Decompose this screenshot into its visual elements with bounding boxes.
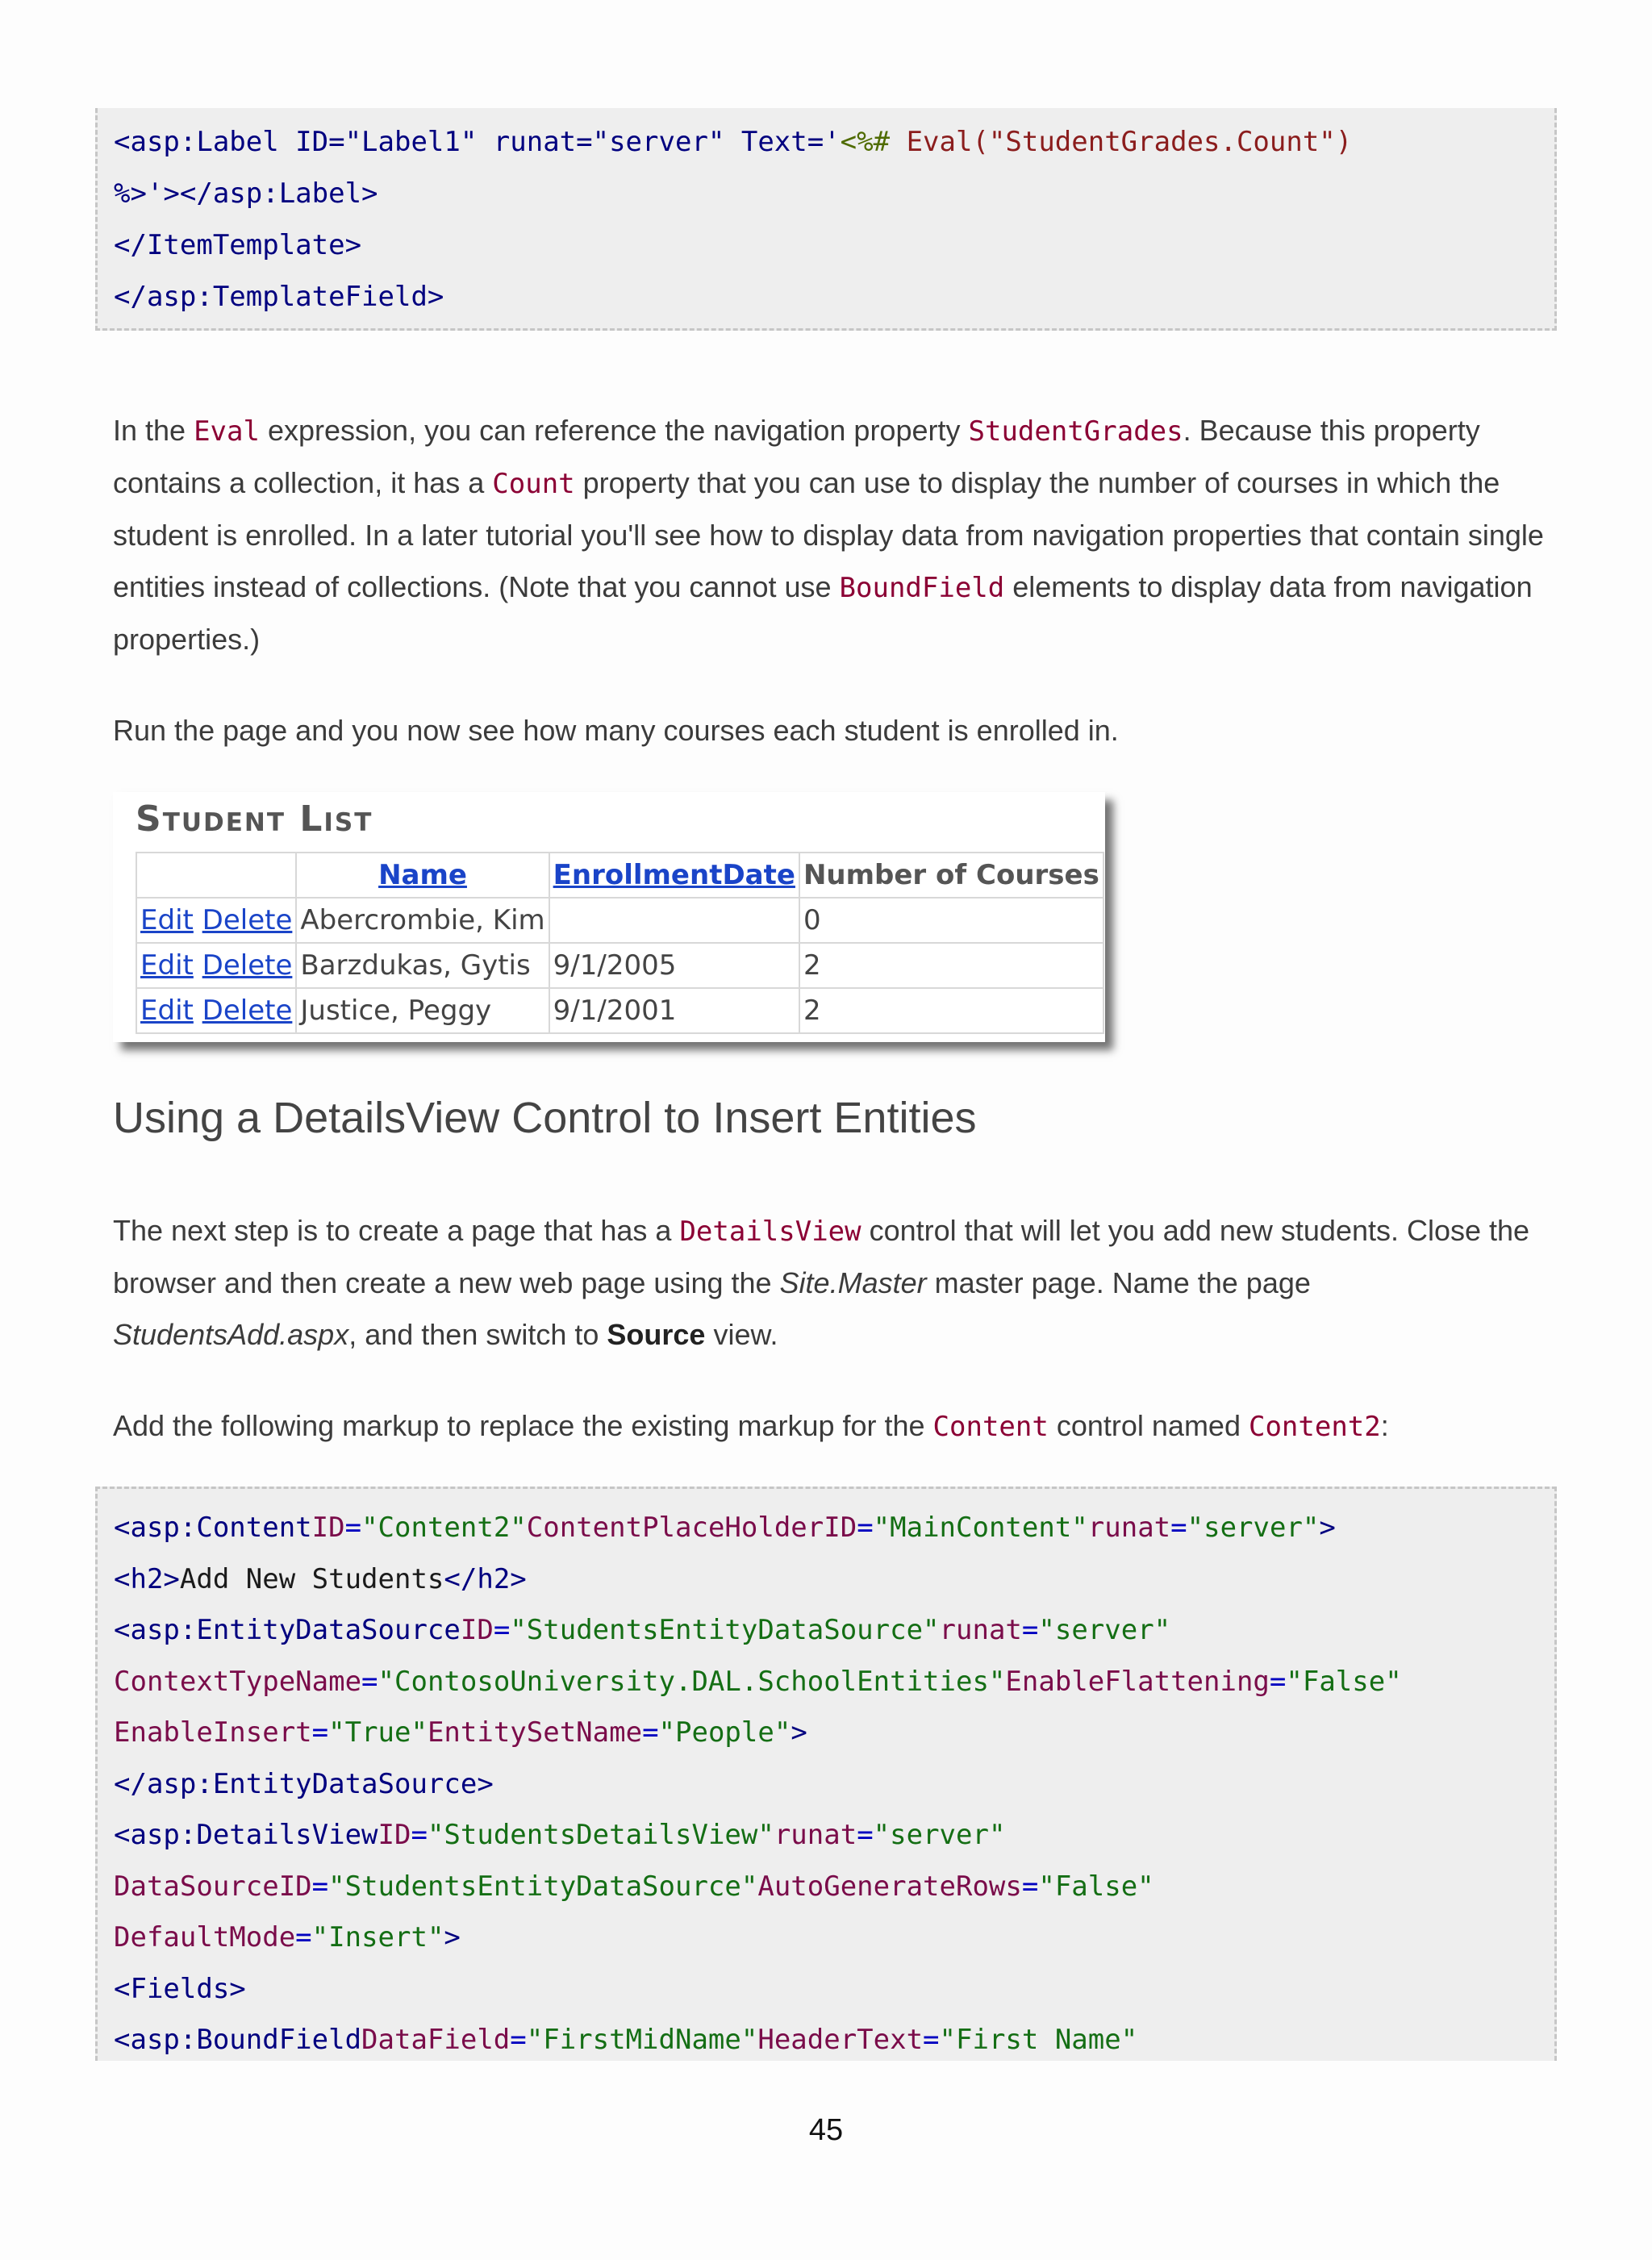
code-token: ID	[378, 1819, 411, 1851]
code-token: =	[311, 1716, 329, 1749]
paragraph-eval-explanation	[113, 405, 1549, 665]
header-cell-enrollment-date[interactable]	[549, 853, 799, 898]
edit-link[interactable]: Edit	[140, 994, 194, 1027]
code-token: "False"	[1286, 1666, 1402, 1698]
code-token: =	[295, 1921, 312, 1954]
code-token: "server"	[1038, 1614, 1171, 1646]
text: property that you can use to display the number of courses in which the student is enrolled. In a later tutorial you'll see how to display data from navigation properties that contain single entities instead of collections. (Note that you cannot use	[113, 466, 1544, 603]
name-cell: Abercrombie, Kim	[296, 898, 549, 943]
delete-link[interactable]: Delete	[202, 949, 293, 982]
code-token: =	[923, 2024, 940, 2056]
code-block-top	[95, 108, 1557, 331]
code-token: "server"	[1187, 1512, 1320, 1544]
code-token: <asp:DetailsView	[114, 1819, 378, 1851]
code-token: </h2>	[444, 1563, 527, 1595]
date-cell: 9/1/2001	[549, 988, 799, 1033]
code-token: Eval("StudentGrades.Count")	[890, 126, 1353, 158]
student-list-screenshot	[113, 792, 1105, 1042]
code-line	[114, 1715, 807, 1750]
code-token: ContextTypeName	[114, 1666, 362, 1698]
code-token: DataSourceID	[114, 1870, 312, 1903]
code-token: =	[1269, 1666, 1287, 1698]
code-token: runat	[1087, 1512, 1171, 1544]
code-token: <%#	[840, 126, 891, 158]
actions-cell	[136, 943, 296, 988]
student-table	[136, 852, 1104, 1034]
code-token: DataField	[361, 2024, 511, 2056]
code-token: </asp:EntityDataSource>	[114, 1768, 494, 1800]
code-token: Add New Students	[179, 1563, 444, 1595]
code-token: DefaultMode	[114, 1921, 296, 1954]
code-token: <h2>	[114, 1563, 180, 1595]
emphasis-text: StudentsAdd.aspx	[113, 1318, 349, 1351]
code-token: =	[411, 1819, 428, 1851]
figure-title: Student List	[136, 799, 373, 840]
code-token: runat	[939, 1614, 1022, 1646]
edit-link[interactable]: Edit	[140, 949, 194, 982]
date-cell: 9/1/2005	[549, 943, 799, 988]
header-cell-actions	[136, 853, 296, 898]
code-line	[114, 1766, 494, 1802]
courses-cell: 2	[799, 943, 1103, 988]
table-row	[136, 943, 1103, 988]
code-line	[114, 279, 444, 315]
code-token: ></asp:Label>	[163, 177, 378, 210]
code-line	[114, 2022, 1137, 2058]
code-token: "Insert"	[311, 1921, 444, 1954]
code-line	[114, 1869, 1154, 1904]
code-token: <asp:Content	[114, 1512, 312, 1544]
table-header-row	[136, 853, 1103, 898]
paragraph-next-step	[113, 1205, 1549, 1361]
code-token: "ContosoUniversity.DAL.SchoolEntities"	[378, 1666, 1006, 1698]
code-token: =	[510, 2024, 527, 2056]
emphasis-text: Site.Master	[779, 1266, 927, 1299]
inline-code: StudentGrades	[968, 415, 1183, 448]
header-cell-name[interactable]	[296, 853, 549, 898]
code-line	[114, 1510, 1336, 1545]
inline-code: BoundField	[839, 572, 1005, 604]
sort-enrollment-date-link[interactable]: EnrollmentDate	[553, 859, 795, 891]
inline-code: Content	[932, 1411, 1049, 1443]
code-token: ContentPlaceHolderID	[526, 1512, 857, 1544]
code-token: AutoGenerateRows	[757, 1870, 1022, 1903]
text: Add the following markup to replace the existing markup for the	[113, 1409, 933, 1442]
code-line	[114, 124, 1352, 160]
name-cell: Barzdukas, Gytis	[296, 943, 549, 988]
code-token: =	[344, 1512, 362, 1544]
code-token: runat	[774, 1819, 857, 1851]
inline-code: Count	[492, 468, 575, 500]
code-token: "StudentsDetailsView"	[427, 1819, 774, 1851]
text: :	[1380, 1409, 1389, 1442]
table-row	[136, 988, 1103, 1033]
code-token: "StudentsEntityDataSource"	[328, 1870, 758, 1903]
code-token: =	[1021, 1870, 1039, 1903]
code-token: =	[1021, 1614, 1039, 1646]
code-line	[114, 1817, 1005, 1853]
code-token: "Content2"	[361, 1512, 527, 1544]
text: control named	[1048, 1409, 1249, 1442]
code-token: <asp:BoundField	[114, 2024, 362, 2056]
code-token: "True"	[328, 1716, 428, 1749]
name-cell: Justice, Peggy	[296, 988, 549, 1033]
code-token: >	[444, 1921, 461, 1954]
text: expression, you can reference the navigation property	[259, 414, 969, 447]
code-token: ID	[460, 1614, 494, 1646]
text: The next step is to create a page that has a	[113, 1214, 680, 1247]
code-token: =	[642, 1716, 659, 1749]
code-line	[114, 176, 378, 211]
delete-link[interactable]: Delete	[202, 994, 293, 1027]
code-token: </asp:TemplateField>	[114, 281, 444, 313]
actions-cell	[136, 988, 296, 1033]
bold-text: Source	[607, 1318, 706, 1351]
code-token: =	[311, 1870, 329, 1903]
paragraph-add-markup	[113, 1400, 1549, 1453]
code-token: HeaderText	[757, 2024, 924, 2056]
header-cell-number-of-courses: Number of Courses	[799, 853, 1103, 898]
code-block-bottom	[95, 1487, 1557, 2061]
code-line	[114, 1664, 1402, 1699]
paragraph-run-page: Run the page and you now see how many courses each student is enrolled in.	[113, 714, 1119, 747]
code-token: <Fields>	[114, 1973, 246, 2005]
code-line	[114, 1562, 527, 1597]
code-token: EnableInsert	[114, 1716, 312, 1749]
code-token: =	[857, 1512, 874, 1544]
code-line	[114, 227, 361, 263]
code-token: EntitySetName	[427, 1716, 643, 1749]
courses-cell: 2	[799, 988, 1103, 1033]
code-token: =	[1170, 1512, 1187, 1544]
code-token: EnableFlattening	[1005, 1666, 1270, 1698]
code-token: <asp:Label ID="Label1" runat="server" Text='	[114, 126, 841, 158]
code-token: ID	[311, 1512, 345, 1544]
code-token: >	[1319, 1512, 1336, 1544]
code-token: <asp:EntityDataSource	[114, 1614, 461, 1646]
code-line	[114, 1971, 246, 2007]
sort-name-link[interactable]: Name	[378, 859, 467, 891]
code-token: "First Name"	[939, 2024, 1138, 2056]
inline-code: Eval	[194, 415, 260, 448]
code-token: =	[857, 1819, 874, 1851]
code-token: "People"	[658, 1716, 791, 1749]
code-token: >	[791, 1716, 807, 1749]
code-token: =	[493, 1614, 511, 1646]
inline-code: Content2	[1248, 1411, 1381, 1443]
text: In the	[113, 414, 194, 447]
text: view.	[705, 1318, 778, 1351]
courses-cell: 0	[799, 898, 1103, 943]
section-heading: Using a DetailsView Control to Insert Entities	[113, 1094, 977, 1142]
inline-code: DetailsView	[679, 1215, 861, 1248]
code-line	[114, 1920, 461, 1955]
actions-cell	[136, 898, 296, 943]
text: control that will let you add new students. Close the browser and then create a new web page using the	[113, 1214, 1530, 1299]
code-token: "FirstMidName"	[526, 2024, 758, 2056]
code-token: "MainContent"	[873, 1512, 1088, 1544]
text: elements to display data from navigation properties.)	[113, 570, 1533, 656]
code-token: =	[361, 1666, 378, 1698]
code-line	[114, 1612, 1170, 1648]
edit-link[interactable]: Edit	[140, 904, 194, 936]
table-row	[136, 898, 1103, 943]
code-token: "StudentsEntityDataSource"	[510, 1614, 940, 1646]
text: master page. Name the page	[926, 1266, 1311, 1299]
text: , and then switch to	[348, 1318, 607, 1351]
code-token: "server"	[873, 1819, 1006, 1851]
date-cell	[549, 898, 799, 943]
code-token: %>'	[114, 177, 164, 210]
text: . Because this property contains a collection, it has a	[113, 414, 1480, 499]
code-token: </ItemTemplate>	[114, 229, 362, 261]
page-number: 45	[808, 2113, 844, 2147]
delete-link[interactable]: Delete	[202, 904, 293, 936]
code-token: "False"	[1038, 1870, 1154, 1903]
